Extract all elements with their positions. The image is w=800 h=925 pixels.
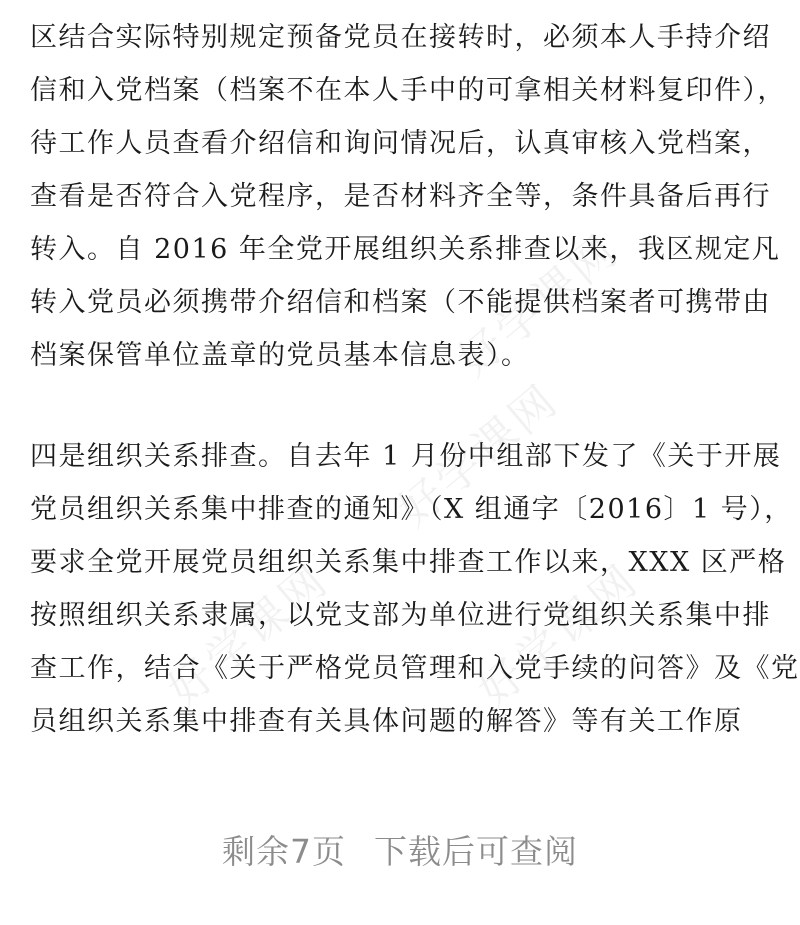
watermark: 好学课网 (158, 554, 339, 717)
text-line: 员组织关系集中排查有关具体问题的解答》等有关工作原 (30, 706, 743, 737)
watermark: 好学课网 (388, 374, 569, 537)
text-line: 转入。自 2016 年全党开展组织关系排查以来，我区规定凡 (30, 234, 781, 265)
text-line: 四是组织关系排查。自去年 1 月份中组部下发了《关于开展 (30, 441, 782, 472)
text-line: 查工作，结合《关于严格党员管理和入党手续的问答》及《党 (30, 653, 800, 684)
paragraph (30, 22, 786, 382)
text-line: 党员组织关系集中排查的通知》（X 组通字〔2016〕1 号）， (30, 494, 793, 525)
download-to-view-label: 下载后可查阅 (374, 832, 578, 871)
download-prompt[interactable] (0, 826, 800, 873)
text-line: 待工作人员查看介绍信和询问情况后，认真审核入党档案， (30, 128, 771, 159)
remaining-pages-label: 剩余7页 (222, 832, 346, 871)
paragraph (30, 441, 800, 751)
text-line: 区结合实际特别规定预备党员在接转时，必须本人手持介绍 (30, 22, 771, 53)
text-line: 信和入党档案（档案不在本人手中的可拿相关材料复印件）， (30, 75, 786, 106)
watermark: 好学课网 (468, 554, 649, 717)
text-line: 按照组织关系隶属，以党支部为单位进行党组织关系集中排 (30, 600, 771, 631)
text-line: 档案保管单位盖章的党员基本信息表）。 (30, 340, 530, 371)
text-line: 转入党员必须携带介绍信和档案（不能提供档案者可携带由 (30, 287, 771, 318)
text-line: 要求全党开展党员组织关系集中排查工作以来，XXX 区严格 (30, 547, 787, 578)
text-line: 查看是否符合入党程序，是否材料齐全等，条件具备后再行 (30, 181, 771, 212)
watermark: 好学课网 (448, 224, 629, 387)
